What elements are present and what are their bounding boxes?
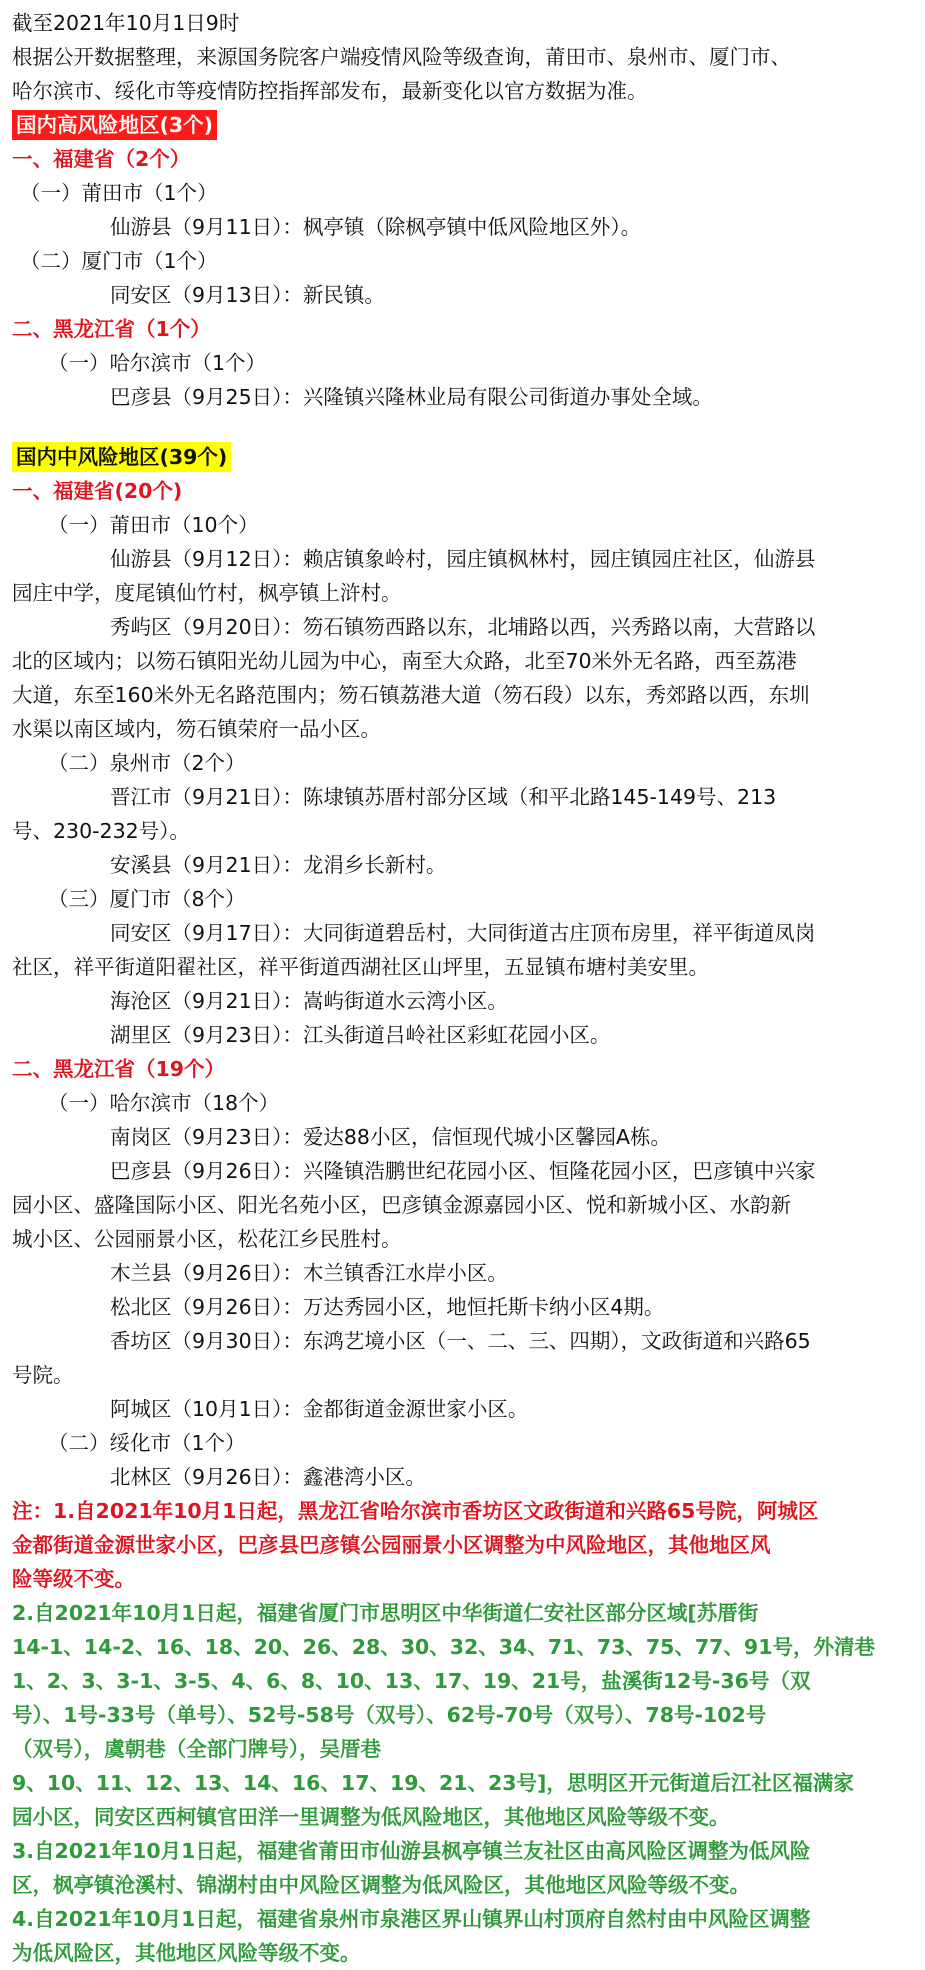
district-entry-continued: 园庄中学，度尾镇仙竹村，枫亭镇上浒村。 — [12, 581, 402, 605]
section-spacer — [12, 414, 912, 440]
note-2: 2.自2021年10月1日起，福建省厦门市思明区中华街道仁安社区部分区域[苏厝街 — [12, 1601, 759, 1625]
city-label-harbin: （一）哈尔滨市（1个） — [48, 351, 267, 375]
district-entry: 香坊区（9月30日）：东鸿艺境小区（一、二、三、四期），文政街道和兴路65 — [110, 1329, 811, 1353]
note-3: 3.自2021年10月1日起，福建省莆田市仙游县枫亭镇兰友社区由高风险区调整为低风险 — [12, 1839, 811, 1863]
district-entry: 秀屿区（9月20日）：笏石镇笏西路以东，北埔路以西，兴秀路以南，大营路以 — [110, 615, 816, 639]
province-heading-heilongjiang: 二、黑龙江省（19个） — [12, 1057, 226, 1081]
district-entry: 同安区（9月13日）：新民镇。 — [110, 283, 385, 307]
medium-risk-heading: 国内中风险地区(39个) — [12, 442, 231, 472]
district-entry-continued: 号院。 — [12, 1363, 74, 1387]
note-1-continued: 金都街道金源世家小区，巴彦县巴彦镇公园丽景小区调整为中风险地区，其他地区风 — [12, 1533, 771, 1557]
note-3-continued: 区，枫亭镇沧溪村、锦湖村由中风险区调整为低风险区，其他地区风险等级不变。 — [12, 1873, 750, 1897]
city-label-quanzhou: （二）泉州市（2个） — [48, 751, 246, 775]
district-entry: 北林区（9月26日）：鑫港湾小区。 — [110, 1465, 426, 1489]
district-entry: 巴彦县（9月25日）：兴隆镇兴隆林业局有限公司街道办事处全域。 — [110, 385, 713, 409]
note-2-continued: 1、2、3、3-1、3-5、4、6、8、10、13、17、19、21号，盐溪街12号-36号（双 — [12, 1669, 811, 1693]
province-heading-fujian: 一、福建省(20个) — [12, 479, 183, 503]
city-label-harbin: （一）哈尔滨市（18个） — [48, 1091, 280, 1115]
note-1-continued: 险等级不变。 — [12, 1567, 135, 1591]
district-entry-continued: 城小区、公园丽景小区，松花江乡民胜村。 — [12, 1227, 402, 1251]
note-4: 4.自2021年10月1日起，福建省泉州市泉港区界山镇界山村顶府自然村由中风险区调整 — [12, 1907, 811, 1931]
source-note-line: 哈尔滨市、绥化市等疫情防控指挥部发布，最新变化以官方数据为准。 — [12, 79, 648, 103]
note-2-continued: （双号），虞朝巷（全部门牌号），吴厝巷 — [12, 1737, 381, 1761]
note-1: 注：1.自2021年10月1日起，黑龙江省哈尔滨市香坊区文政街道和兴路65号院，阿城区 — [12, 1499, 819, 1523]
source-note-line: 根据公开数据整理，来源国务院客户端疫情风险等级查询，莆田市、泉州市、厦门市、 — [12, 45, 791, 69]
district-entry: 巴彦县（9月26日）：兴隆镇浩鹏世纪花园小区、恒隆花园小区，巴彦镇中兴家 — [110, 1159, 816, 1183]
district-entry-continued: 园小区、盛隆国际小区、阳光名苑小区，巴彦镇金源嘉园小区、悦和新城小区、水韵新 — [12, 1193, 791, 1217]
district-entry: 阿城区（10月1日）：金都街道金源世家小区。 — [110, 1397, 529, 1421]
district-entry-continued: 北的区域内；以笏石镇阳光幼儿园为中心，南至大众路，北至70米外无名路，西至荔港 — [12, 649, 797, 673]
district-entry: 海沧区（9月21日）：嵩屿街道水云湾小区。 — [110, 989, 508, 1013]
district-entry: 仙游县（9月11日）：枫亭镇（除枫亭镇中低风险地区外）。 — [110, 215, 642, 239]
district-entry: 仙游县（9月12日）：赖店镇象岭村，园庄镇枫林村，园庄镇园庄社区，仙游县 — [110, 547, 816, 571]
district-entry: 南岗区（9月23日）：爱达88小区，信恒现代城小区馨园A栋。 — [110, 1125, 671, 1149]
district-entry: 晋江市（9月21日）：陈埭镇苏厝村部分区域（和平北路145-149号、213 — [110, 785, 777, 809]
district-entry: 木兰县（9月26日）：木兰镇香江水岸小区。 — [110, 1261, 508, 1285]
district-entry: 湖里区（9月23日）：江头街道吕岭社区彩虹花园小区。 — [110, 1023, 611, 1047]
city-label-putian: （一）莆田市（1个） — [20, 181, 218, 205]
high-risk-heading-row — [12, 108, 912, 142]
medium-risk-heading-row — [12, 440, 912, 474]
note-2-continued: 9、10、11、12、13、14、16、17、19、21、23号]，思明区开元街道后江社区福满家 — [12, 1771, 854, 1795]
district-entry: 同安区（9月17日）：大同街道碧岳村，大同街道古庄顶布房里，祥平街道凤岗 — [110, 921, 816, 945]
high-risk-heading: 国内高风险地区(3个) — [12, 110, 217, 140]
city-label-xiamen: （三）厦门市（8个） — [48, 887, 246, 911]
risk-area-document — [12, 6, 912, 1970]
city-label-putian: （一）莆田市（10个） — [48, 513, 259, 537]
note-2-continued: 14-1、14-2、16、18、20、26、28、30、32、34、71、73、75、77、91号，外清巷 — [12, 1635, 875, 1659]
district-entry: 安溪县（9月21日）：龙涓乡长新村。 — [110, 853, 447, 877]
district-entry-continued: 社区，祥平街道阳翟社区，祥平街道西湖社区山坪里，五显镇布塘村美安里。 — [12, 955, 709, 979]
note-4-continued: 为低风险区，其他地区风险等级不变。 — [12, 1941, 361, 1965]
district-entry-continued: 大道，东至160米外无名路范围内；笏石镇荔港大道（笏石段）以东，秀郊路以西，东圳 — [12, 683, 810, 707]
district-entry-continued: 水渠以南区域内，笏石镇荣府一品小区。 — [12, 717, 381, 741]
timestamp: 截至2021年10月1日9时 — [12, 11, 240, 35]
district-entry-continued: 号、230-232号）。 — [12, 819, 190, 843]
province-heading-fujian: 一、福建省（2个） — [12, 147, 191, 171]
note-2-continued: 园小区，同安区西柯镇官田洋一里调整为低风险地区，其他地区风险等级不变。 — [12, 1805, 730, 1829]
city-label-xiamen: （二）厦门市（1个） — [20, 249, 218, 273]
note-2-continued: 号）、1号-33号（单号）、52号-58号（双号）、62号-70号（双号）、78号-102号 — [12, 1703, 767, 1727]
district-entry: 松北区（9月26日）：万达秀园小区，地恒托斯卡纳小区4期。 — [110, 1295, 665, 1319]
province-heading-heilongjiang: 二、黑龙江省（1个） — [12, 317, 211, 341]
city-label-suihua: （二）绥化市（1个） — [48, 1431, 246, 1455]
